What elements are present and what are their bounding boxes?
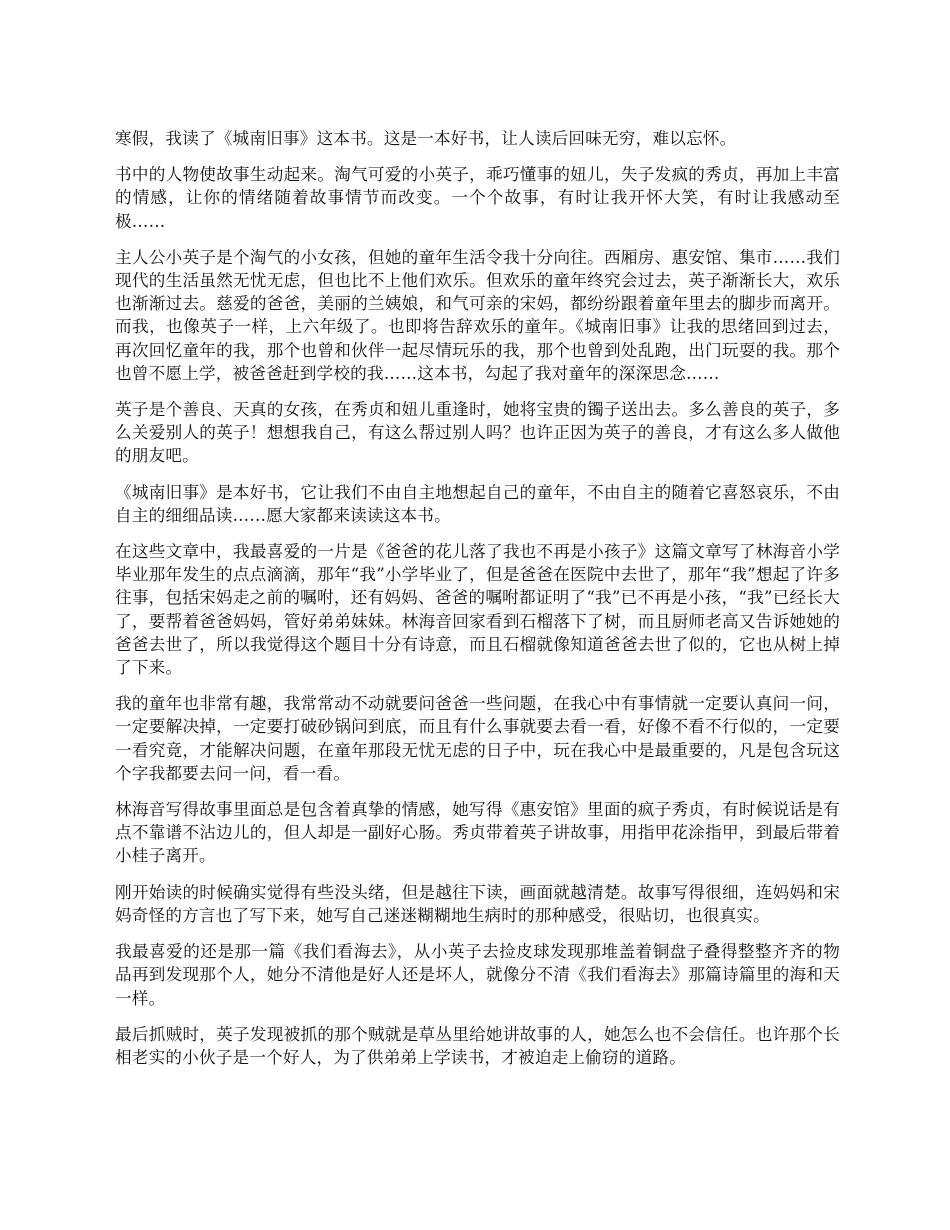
paragraph-6: 在这些文章中，我最喜爱的一片是《爸爸的花儿落了我也不再是小孩子》这篇文章写了林海音小学毕业那年发生的点点滴滴，那年“我”小学毕业了，但是爸爸在医院中去世了，那年“我”想起了许多往事，包括宋妈走之前的嘱咐，还有妈妈、爸爸的嘱咐都证明了“我”已不再是小孩，“我”已经长大了，要帮着爸爸妈妈，管好弟弟妹妹。林海音回家看到石榴落下了树，而且厨师老高又告诉她她的爸爸去世了，所以我觉得这个题目十分有诗意，而且石榴就像知道爸爸去世了似的，它也从树上掉了下来。	[115, 542, 840, 678]
paragraph-5: 《城南旧事》是本好书，它让我们不由自主地想起自己的童年，不由自主的随着它喜怒哀乐，不由自主的细细品读……愿大家都来读读这本书。	[115, 482, 840, 525]
paragraph-11: 最后抓贼时，英子发现被抓的那个贼就是草丛里给她讲故事的人，她怎么也不会信任。也许那个长相老实的小伙子是一个好人，为了供弟弟上学读书，才被迫走上偷窃的道路。	[115, 1024, 840, 1067]
document-body	[115, 127, 840, 1082]
paragraph-9: 刚开始读的时候确实觉得有些没头绪，但是越往下读，画面就越清楚。故事写得很细，连妈妈和宋妈奇怪的方言也了写下来，她写自己迷迷糊糊地生病时的那种感受，很贴切，也很真实。	[115, 882, 840, 925]
paragraph-3: 主人公小英子是个淘气的小女孩，但她的童年生活令我十分向往。西厢房、惠安馆、集市……我们现代的生活虽然无忧无虑，但也比不上他们欢乐。但欢乐的童年终究会过去，英子渐渐长大，欢乐也渐渐过去。慈爱的爸爸，美丽的兰姨娘，和气可亲的宋妈，都纷纷跟着童年里去的脚步而离开。而我，也像英子一样，上六年级了。也即将告辞欢乐的童年。《城南旧事》让我的思绪回到过去，再次回忆童年的我，那个也曾和伙伴一起尽情玩乐的我，那个也曾到处乱跑，出门玩耍的我。那个也曾不愿上学，被爸爸赶到学校的我……这本书，勾起了我对童年的深深思念……	[115, 247, 840, 383]
paragraph-1: 寒假，我读了《城南旧事》这本书。这是一本好书，让人读后回味无穷，难以忘怀。	[115, 129, 737, 148]
paragraph-10: 我最喜爱的还是那一篇《我们看海去》，从小英子去捡皮球发现那堆盖着铜盘子叠得整整齐齐的物品再到发现那个人，她分不清他是好人还是坏人，就像分不清《我们看海去》那篇诗篇里的海和天一样。	[115, 942, 840, 1008]
paragraph-2: 书中的人物使故事生动起来。淘气可爱的小英子，乖巧懂事的妞儿，失子发疯的秀贞，再加上丰富的情感，让你的情绪随着故事情节而改变。一个个故事，有时让我开怀大笑，有时让我感动至极……	[115, 165, 840, 231]
paragraph-8: 林海音写得故事里面总是包含着真挚的情感，她写得《惠安馆》里面的疯子秀贞，有时候说话是有点不靠谱不沾边儿的，但人却是一副好心肠。秀贞带着英子讲故事，用指甲花涂指甲，到最后带着小桂子离开。	[115, 800, 840, 866]
paragraph-7: 我的童年也非常有趣，我常常动不动就要问爸爸一些问题，在我心中有事情就一定要认真问一问，一定要解决掉，一定要打破砂锅问到底，而且有什么事就要去看一看，好像不看不行似的，一定要一看究竟，才能解决问题，在童年那段无忧无虑的日子中，玩在我心中是最重要的，凡是包含玩这个字我都要去问一问，看一看。	[115, 694, 840, 783]
paragraph-4: 英子是个善良、天真的女孩，在秀贞和妞儿重逢时，她将宝贵的镯子送出去。多么善良的英子，多么关爱别人的英子！想想我自己，有这么帮过别人吗？也许正因为英子的善良，才有这么多人做他的朋友吧。	[115, 400, 840, 466]
